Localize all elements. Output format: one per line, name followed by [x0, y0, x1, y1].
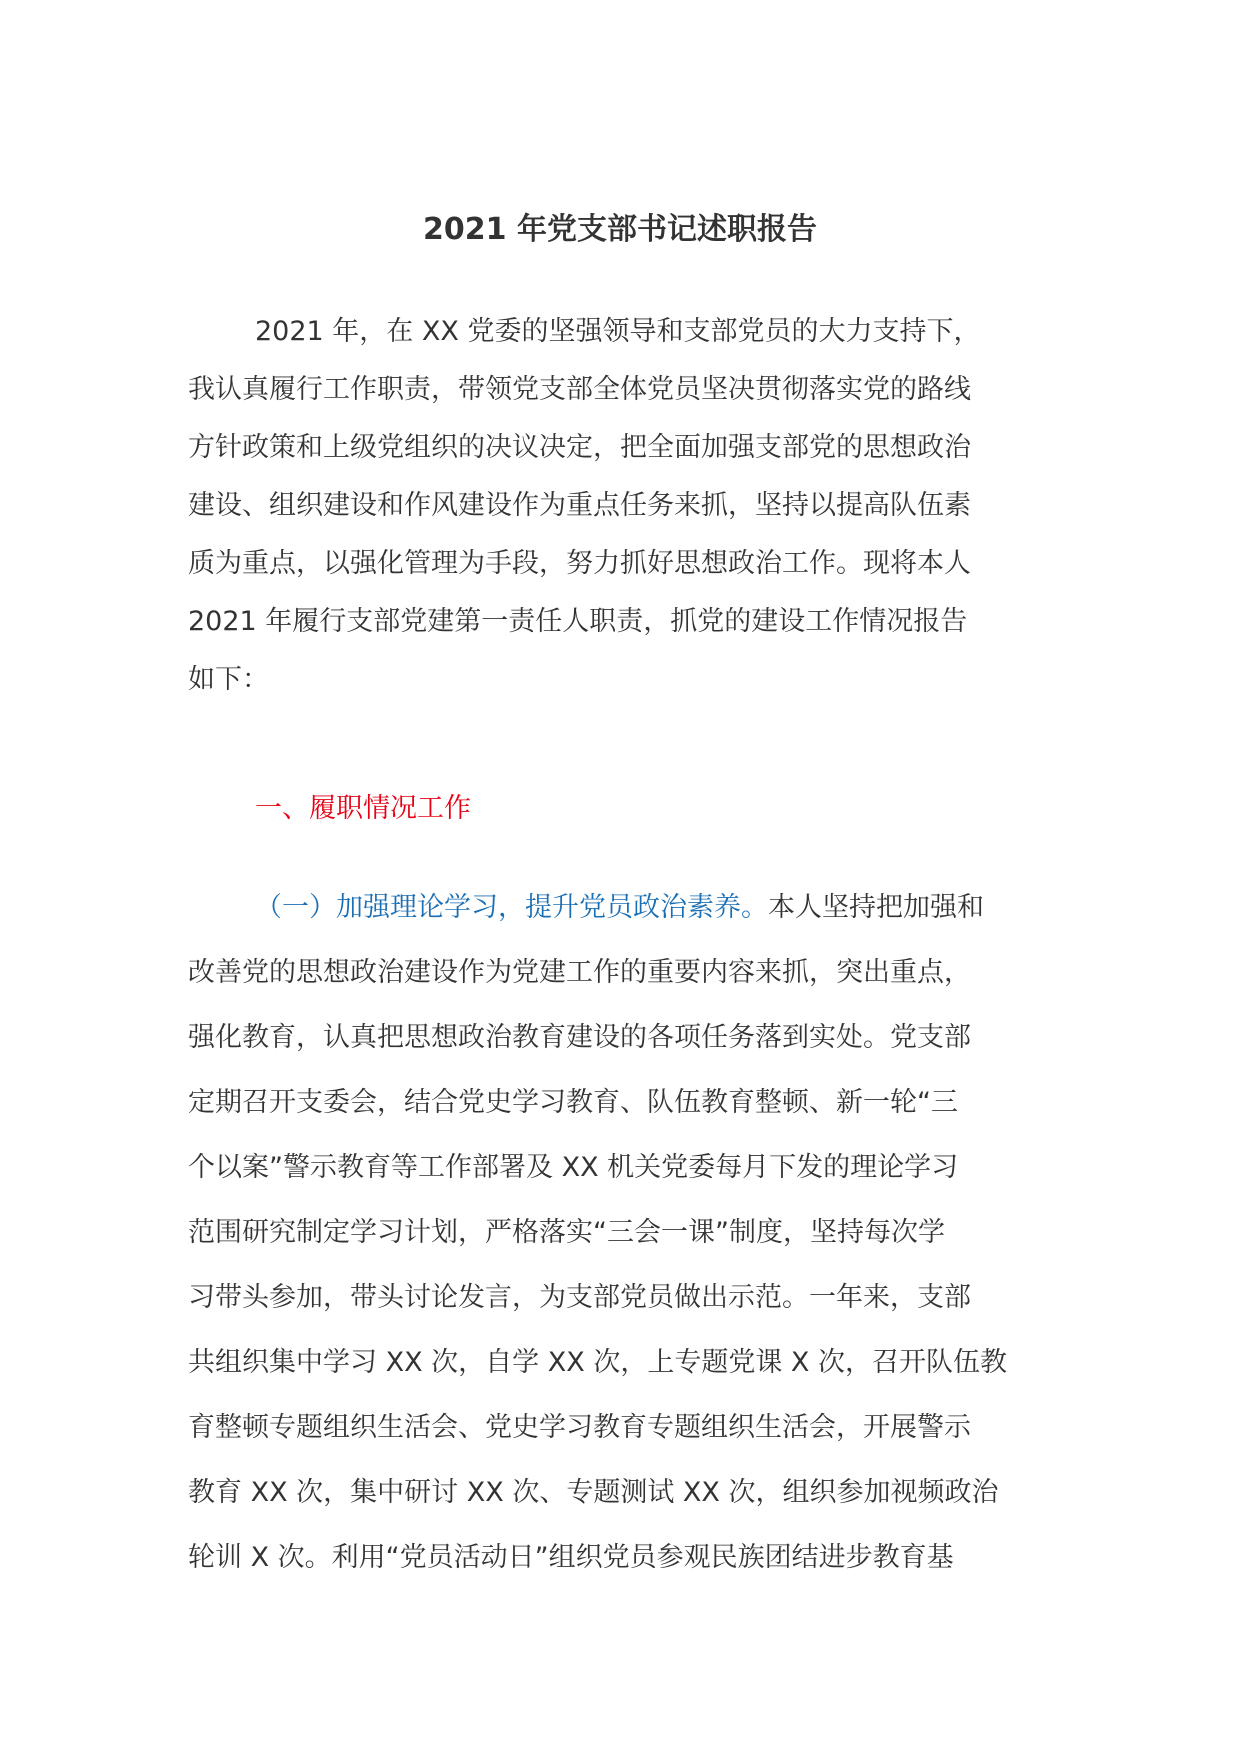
body-line: 个以案”警示教育等工作部署及 XX 机关党委每月下发的理论学习 — [188, 1152, 959, 1183]
intro-line: 2021 年履行支部党建第一责任人职责，抓党的建设工作情况报告 — [188, 606, 968, 637]
intro-line: 质为重点，以强化管理为手段，努力抓好思想政治工作。现将本人 — [188, 548, 971, 579]
intro-line: 建设、组织建设和作风建设作为重点任务来抓，坚持以提高队伍素 — [188, 490, 971, 521]
body-line: 改善党的思想政治建设作为党建工作的重要内容来抓，突出重点， — [188, 957, 971, 988]
body-line: 教育 XX 次，集中研讨 XX 次、专题测试 XX 次，组织参加视频政治 — [188, 1477, 999, 1508]
subsection-heading: （一）加强理论学习，提升党员政治素养。 — [255, 892, 768, 923]
document-title: 2021 年党支部书记述职报告 — [423, 212, 817, 247]
body-line: 共组织集中学习 XX 次，自学 XX 次，上专题党课 X 次，召开队伍教 — [188, 1347, 1007, 1378]
body-line: 育整顿专题组织生活会、党史学习教育专题组织生活会，开展警示 — [188, 1412, 971, 1443]
intro-line: 2021 年，在 XX 党委的坚强领导和支部党员的大力支持下， — [255, 316, 981, 347]
body-line: 习带头参加，带头讨论发言，为支部党员做出示范。一年来，支部 — [188, 1282, 971, 1313]
body-line: 范围研究制定学习计划，严格落实“三会一课”制度，坚持每次学 — [188, 1217, 945, 1248]
body-line: 轮训 X 次。利用“党员活动日”组织党员参观民族团结进步教育基 — [188, 1542, 954, 1573]
intro-line: 我认真履行工作职责，带领党支部全体党员坚决贯彻落实党的路线 — [188, 374, 971, 405]
section-heading: 一、履职情况工作 — [255, 793, 471, 824]
intro-line: 方针政策和上级党组织的决议决定，把全面加强支部党的思想政治 — [188, 432, 971, 463]
subsection-first-line — [255, 888, 984, 928]
body-line: 强化教育，认真把思想政治教育建设的各项任务落到实处。党支部 — [188, 1022, 971, 1053]
body-line: 定期召开支委会，结合党史学习教育、队伍教育整顿、新一轮“三 — [188, 1087, 958, 1118]
subsection-first-line-text: 本人坚持把加强和 — [768, 892, 984, 923]
intro-line: 如下： — [188, 664, 269, 695]
